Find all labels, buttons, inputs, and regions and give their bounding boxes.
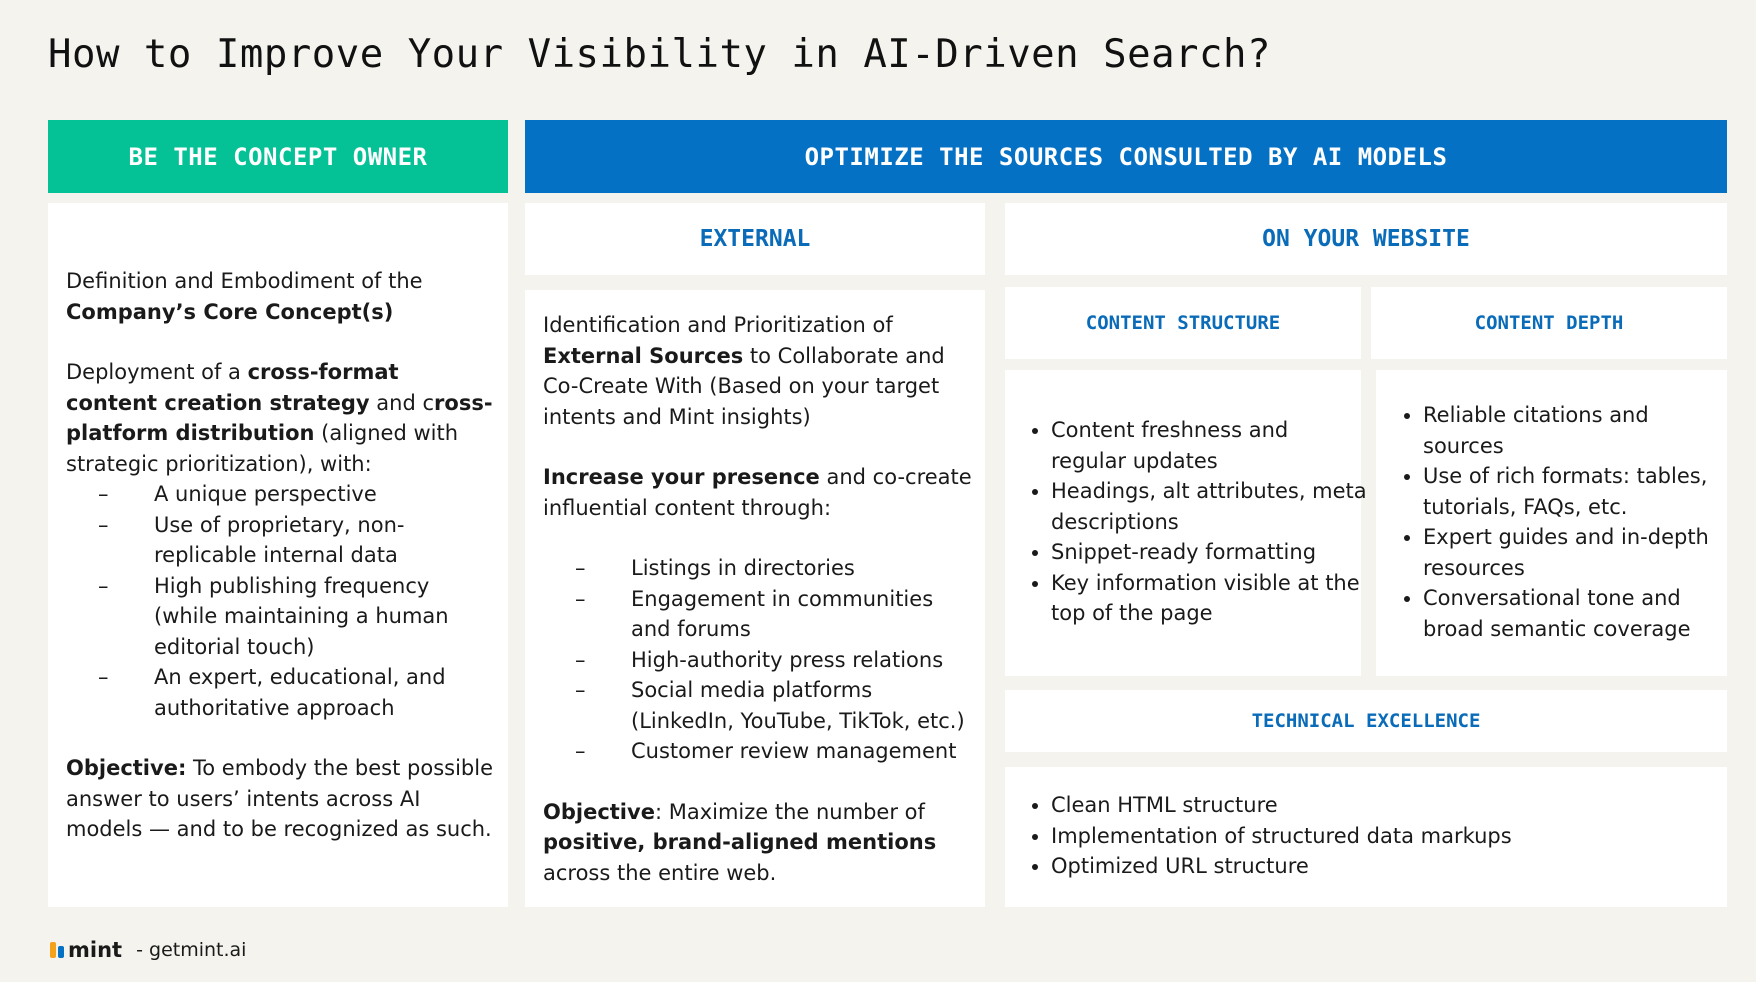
content-depth-card (1376, 370, 1727, 676)
list-item: • Conversational tone and broad semantic coverage (1423, 583, 1733, 644)
concept-list (66, 479, 496, 723)
footer-separator: - (130, 939, 150, 961)
concept-definition: Definition and Embodiment of the Company’s Core Concept(s) (66, 269, 423, 324)
technical-excellence-list (1031, 790, 1731, 882)
list-item: • Optimized URL structure (1051, 851, 1731, 882)
list-item: – A unique perspective (98, 482, 377, 506)
list-item: – Engagement in communities and forums (575, 586, 934, 641)
list-item: – An expert, educational, and authoritative approach (98, 665, 446, 720)
website-header: ON YOUR WEBSITE (1005, 203, 1727, 275)
external-objective: Objective: Maximize the number of positive, brand-aligned mentions across the entire web. (543, 799, 937, 885)
list-item: • Key information visible at the top of the page (1051, 568, 1367, 629)
external-card (525, 290, 985, 907)
list-item: – High publishing frequency (while maintaining a human editorial touch) (98, 573, 449, 659)
list-item: • Use of rich formats: tables, tutorials, FAQs, etc. (1423, 461, 1733, 522)
content-structure-header: CONTENT STRUCTURE (1005, 287, 1361, 359)
external-identification: Identification and Prioritization of External Sources to Collaborate and Co-Create With (Based on your target intents and Mint insights) (543, 313, 945, 429)
list-item: • Reliable citations and sources (1423, 400, 1733, 461)
list-item: • Headings, alt attributes, meta descriptions (1051, 476, 1367, 537)
content-structure-list (1031, 415, 1367, 629)
mint-logo-icon (50, 942, 64, 958)
external-list (543, 553, 973, 767)
footer-site[interactable]: getmint.ai (149, 939, 247, 961)
concept-owner-card (48, 203, 508, 907)
list-item: • Snippet-ready formatting (1051, 537, 1367, 568)
external-presence: Increase your presence and co-create influential content through: (543, 465, 972, 520)
external-header: EXTERNAL (525, 203, 985, 275)
technical-excellence-card (1005, 767, 1727, 907)
page-title: How to Improve Your Visibility in AI-Driven Search? (48, 32, 1271, 77)
list-item: • Content freshness and regular updates (1051, 415, 1367, 476)
concept-deployment: Deployment of a cross-format content creation strategy and cross-platform distribution (aligned with strategic prioritization), with: (66, 360, 493, 476)
list-item: • Expert guides and in-depth resources (1423, 522, 1733, 583)
list-item: – Customer review management (575, 739, 957, 763)
list-item: – High-authority press relations (575, 647, 944, 672)
technical-excellence-header: TECHNICAL EXCELLENCE (1005, 690, 1727, 752)
list-item: – Use of proprietary, non-replicable internal data (98, 512, 405, 567)
optimize-sources-header: OPTIMIZE THE SOURCES CONSULTED BY AI MODELS (525, 120, 1727, 193)
mint-logo-text: mint (68, 938, 123, 962)
content-structure-card (1005, 370, 1367, 676)
list-item: • Implementation of structured data markups (1051, 821, 1731, 852)
content-depth-header: CONTENT DEPTH (1371, 287, 1727, 359)
content-depth-list (1403, 400, 1733, 644)
list-item: – Social media platforms (LinkedIn, YouTube, TikTok, etc.) (575, 678, 965, 733)
list-item: – Listings in directories (575, 556, 855, 580)
concept-objective: Objective: To embody the best possible answer to users’ intents across AI models — and to be recognized as such. (66, 756, 494, 841)
list-item: • Clean HTML structure (1051, 790, 1731, 821)
concept-owner-header: BE THE CONCEPT OWNER (48, 120, 508, 193)
footer (50, 938, 246, 962)
